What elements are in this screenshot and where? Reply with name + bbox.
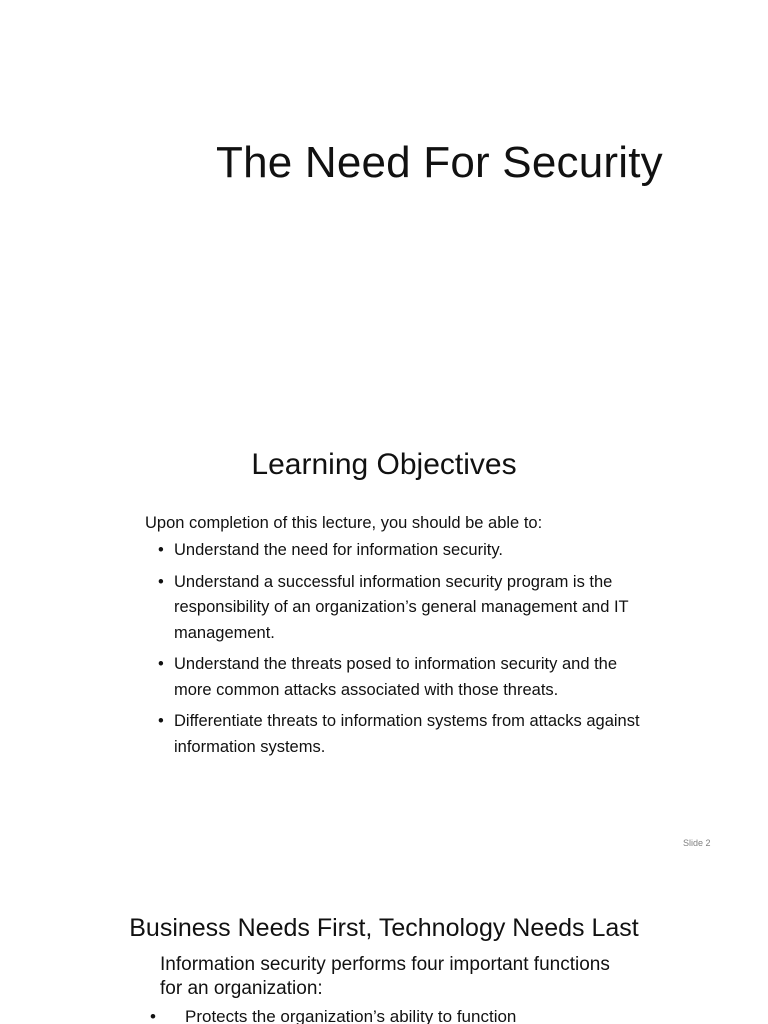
list-item — [158, 570, 648, 647]
slide-2 — [0, 432, 768, 866]
bullet-icon: • — [158, 572, 164, 591]
list-item-text: Differentiate threats to information systems from attacks against information systems. — [174, 712, 640, 756]
slide-2-title: Learning Objectives — [251, 448, 517, 481]
slide-3-intro: Information security performs four important functions for an organization: — [160, 954, 610, 999]
list-item-text: Understand the need for information security. — [174, 541, 503, 559]
slide-1-title: The Need For Security — [216, 138, 663, 187]
slide-3-title: Business Needs First, Technology Needs Last — [129, 914, 639, 942]
list-item-text: Understand the threats posed to information security and the more common attacks associated with those threats. — [174, 655, 618, 699]
list-item — [150, 1005, 516, 1024]
list-item — [158, 709, 648, 760]
slide-2-intro: Upon completion of this lecture, you should be able to: — [145, 514, 543, 532]
bullet-icon: • — [158, 541, 164, 559]
slide-3 — [0, 866, 768, 1024]
learning-objectives-list — [158, 538, 648, 766]
slide-number: Slide 2 — [683, 838, 711, 848]
list-item-text: Protects the organization’s ability to function — [185, 1007, 517, 1024]
list-item-text: Understand a successful information security program is the responsibility of an organization’s general management and IT management. — [174, 572, 629, 642]
bullet-icon: • — [158, 712, 164, 730]
bullet-icon: • — [150, 1007, 156, 1024]
bullet-icon: • — [158, 655, 164, 673]
slide-1 — [0, 0, 768, 432]
list-item — [158, 652, 648, 703]
list-item — [158, 538, 648, 564]
functions-list — [150, 1005, 516, 1024]
